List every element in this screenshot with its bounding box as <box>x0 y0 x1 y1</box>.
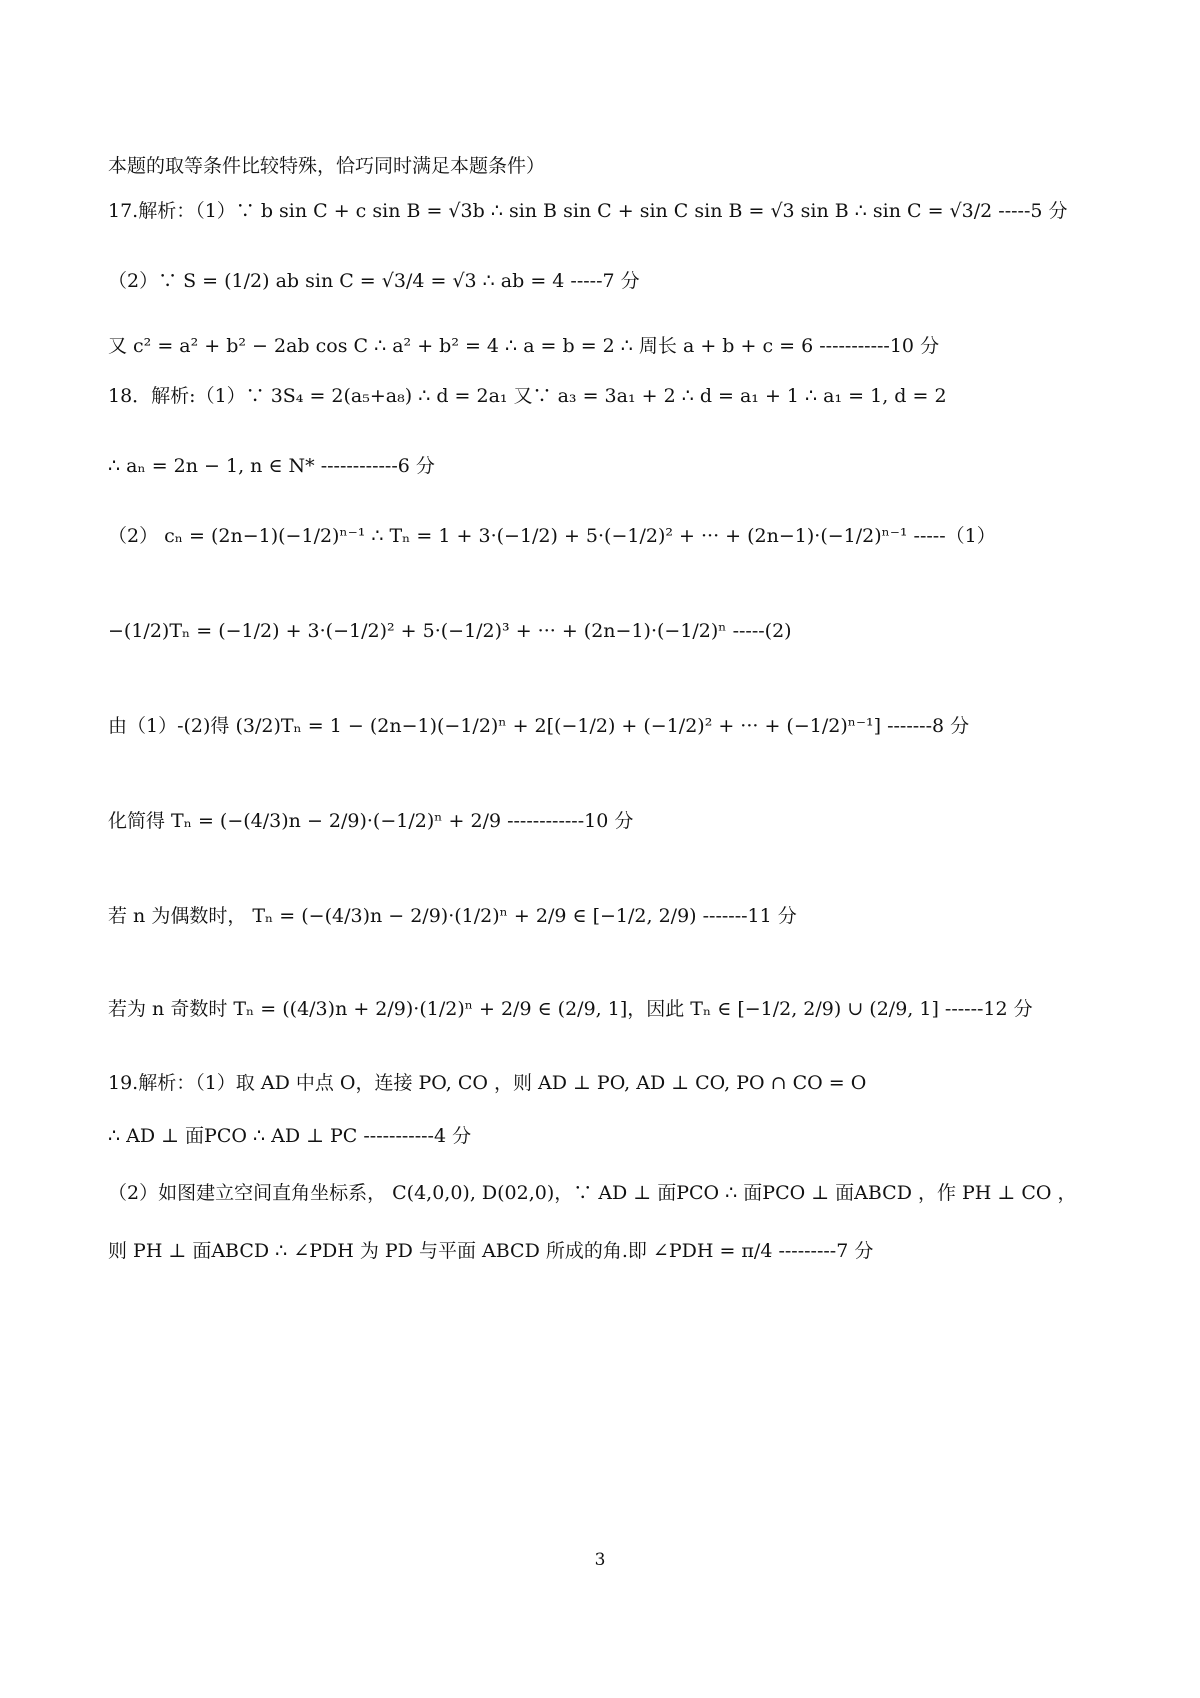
text-line: 则 PH ⊥ 面ABCD ∴ ∠PDH 为 PD 与平面 ABCD 所成的角.即 ∠PDH = π/4 ---------7 分 <box>108 1240 874 1262</box>
text-line: 由（1）-(2)得 (3/2)Tₙ = 1 − (2n−1)(−1/2)ⁿ + 2[(−1/2) + (−1/2)² + ··· + (−1/2)ⁿ⁻¹] -------8 分 <box>108 715 970 737</box>
text-line: 本题的取等条件比较特殊，恰巧同时满足本题条件） <box>108 155 546 177</box>
text-line: （2）∵ S = (1/2) ab sin C = √3/4 = √3 ∴ ab = 4 -----7 分 <box>108 270 640 292</box>
text-line: 19.解析：（1）取 AD 中点 O，连接 PO, CO ，则 AD ⊥ PO, AD ⊥ CO, PO ∩ CO = O <box>108 1072 867 1094</box>
text-line: 18．解析:（1）∵ 3S₄ = 2(a₅+a₈) ∴ d = 2a₁ 又∵ a₃ = 3a₁ + 2 ∴ d = a₁ + 1 ∴ a₁ = 1, d = 2 <box>108 385 947 407</box>
text-line: 化简得 Tₙ = (−(4/3)n − 2/9)·(−1/2)ⁿ + 2/9 ------------10 分 <box>108 810 634 832</box>
text-line: 若为 n 奇数时 Tₙ = ((4/3)n + 2/9)·(1/2)ⁿ + 2/9 ∈ (2/9, 1]，因此 Tₙ ∈ [−1/2, 2/9) ∪ (2/9, 1] ------12 分 <box>108 998 1033 1020</box>
text-line: 若 n 为偶数时， Tₙ = (−(4/3)n − 2/9)·(1/2)ⁿ + 2/9 ∈ [−1/2, 2/9) -------11 分 <box>108 905 797 927</box>
page-number: 3 <box>594 1550 606 1570</box>
text-line: −(1/2)Tₙ = (−1/2) + 3·(−1/2)² + 5·(−1/2)³ + ··· + (2n−1)·(−1/2)ⁿ -----(2) <box>108 620 792 642</box>
text-line: 又 c² = a² + b² − 2ab cos C ∴ a² + b² = 4 ∴ a = b = 2 ∴ 周长 a + b + c = 6 -----------10 分 <box>108 335 940 357</box>
text-line: ∴ aₙ = 2n − 1, n ∈ N* ------------6 分 <box>108 455 435 477</box>
text-line: ∴ AD ⊥ 面PCO ∴ AD ⊥ PC -----------4 分 <box>108 1125 472 1147</box>
text-line: （2） cₙ = (2n−1)(−1/2)ⁿ⁻¹ ∴ Tₙ = 1 + 3·(−1/2) + 5·(−1/2)² + ··· + (2n−1)·(−1/2)ⁿ⁻¹ -----（1） <box>108 525 996 547</box>
text-line: 17.解析：（1）∵ b sin C + c sin B = √3b ∴ sin B sin C + sin C sin B = √3 sin B ∴ sin C = √3/2 -----5 分 <box>108 200 1068 222</box>
text-line: （2）如图建立空间直角坐标系， C(4,0,0), D(02,0)，∵ AD ⊥ 面PCO ∴ 面PCO ⊥ 面ABCD ，作 PH ⊥ CO ， <box>108 1182 1077 1204</box>
